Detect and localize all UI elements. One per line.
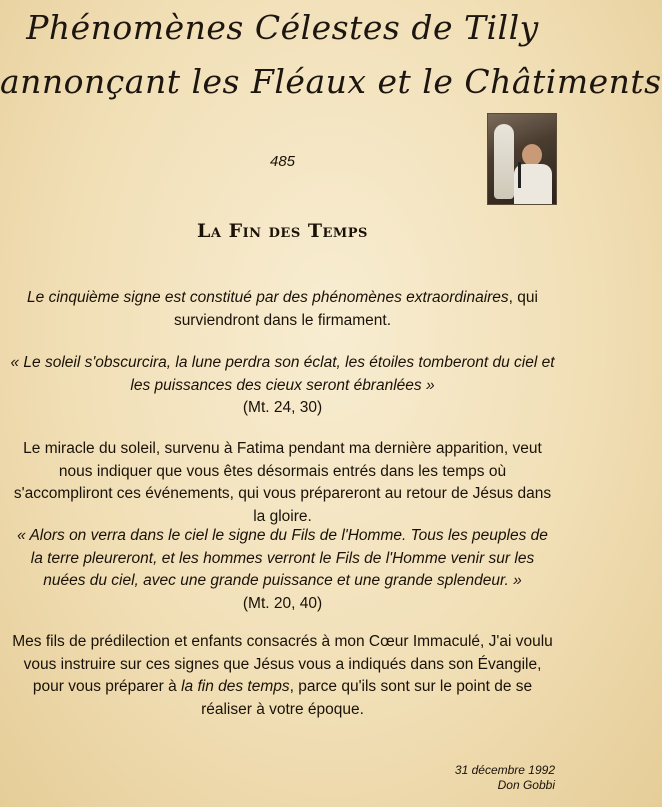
paragraph-3: Le miracle du soleil, survenu à Fatima pendant ma dernière apparition, veut nous indiquer que vous êtes désormais entrés dans les temps où s'accompliront ces événements, qui vous prépareront au retour de Jésus dans la gloire. [13,440,552,525]
p5-continuation: , parce qu'ils sont sur le point de se réaliser à votre époque [201,678,533,718]
p4-quote-text: « Alors on verra dans le ciel le signe du Fils de l'Homme. Tous les peuples de la terre pleureront, et les hommes verront le Fils de l'Homme venir sur les nuées du ciel, avec une grande puissance et une grande splendeur. » [17,527,548,589]
paragraph-2-quote [10,352,555,420]
section-heading: La Fin des Temps [197,220,368,242]
p1-italic: Le cinquième signe est constitué par des phénomènes extraordinaires [27,289,509,306]
p5-prepare: vous préparer à [68,678,182,695]
author-name: Don Gobbi [497,778,555,792]
p2-quote-text: « Le soleil s'obscurcira, la lune perdra son éclat, les étoiles tomberont du ciel et les puissances des cieux seront ébranlées » [10,354,555,394]
p5-end: . [359,700,364,718]
p1-bold-text: , qui surviendront dans le firmament [173,289,538,329]
title-line-1: Phénomènes Célestes de Tilly [26,8,539,47]
paragraph-4-quote [10,525,555,615]
p1-end: . [386,311,392,329]
p5-end-times: la fin des temps [181,678,290,695]
date-text: 31 décembre 1992 [454,763,555,777]
paragraph-5 [10,631,555,721]
title-line-2: annonçant les Fléaux et le Châtiments [0,62,662,101]
p2-reference: (Mt. 24, 30) [242,399,323,416]
signature-block [455,763,555,793]
p5-text: Mes fils de prédilection et enfants consacrés à mon Cœur Immaculé, J'ai voulu vous instruire sur ces signes que Jésus vous a indiqués dans son Évangile, pour [12,633,553,695]
message-number: 485 [269,153,296,170]
p4-reference: (Mt. 20, 40) [242,594,323,612]
paragraph-1 [10,287,555,332]
